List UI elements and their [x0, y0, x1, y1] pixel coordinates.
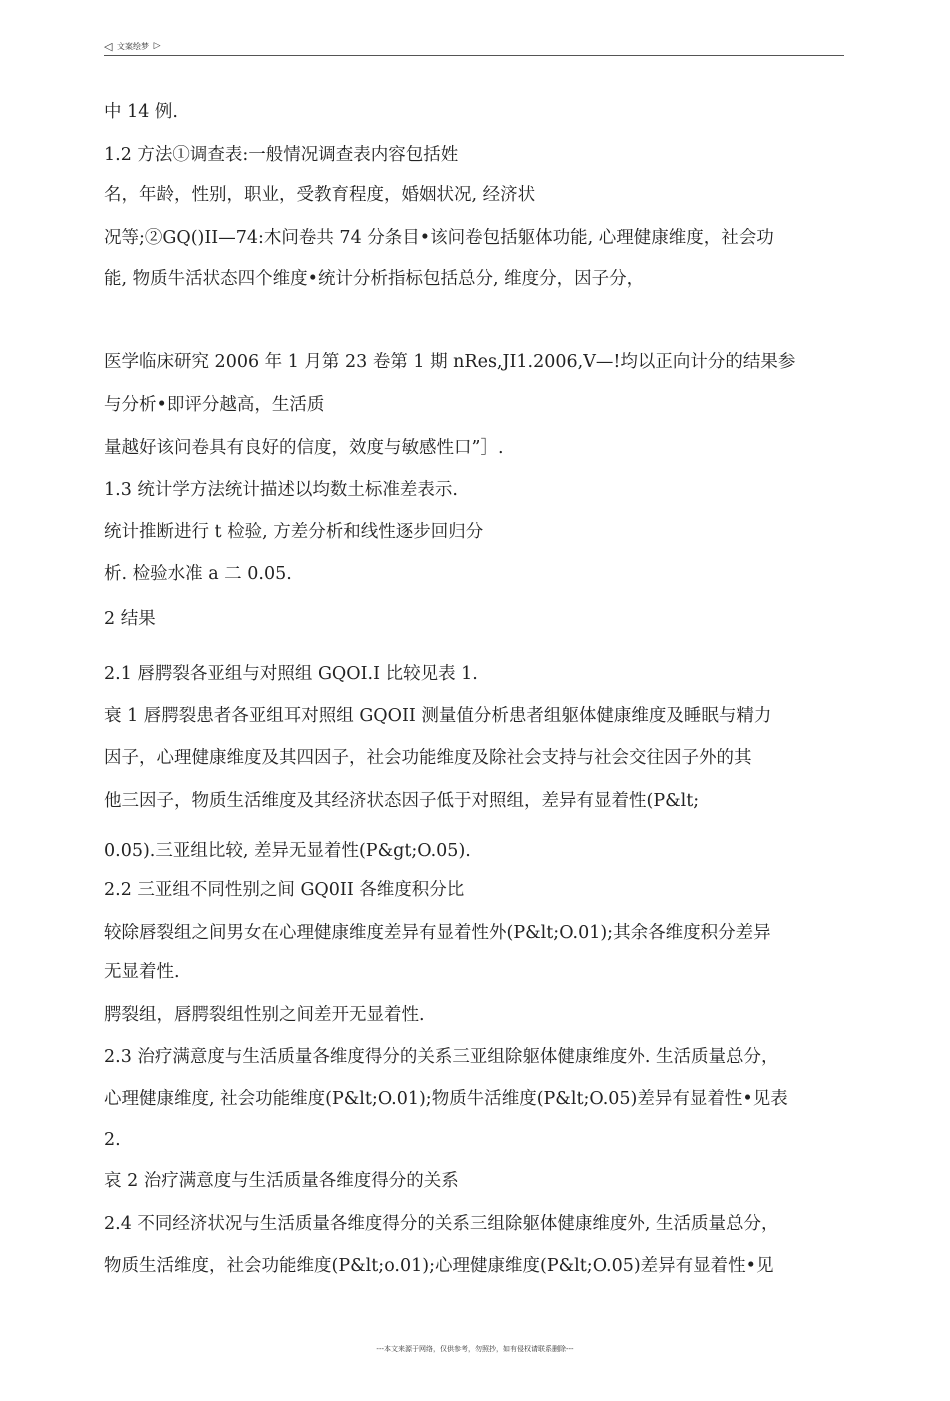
page-header: [104, 40, 844, 56]
text-line: 2.3 治疗满意度与生活质量各维度得分的关系三亚组除躯体健康维度外. 生活质量总分，: [104, 1047, 779, 1067]
text-line: 腭裂组，唇腭裂组性别之间差开无显着性.: [104, 1005, 425, 1025]
text-line: 无显着性.: [104, 962, 180, 982]
text-line: 能, 物质牛活状态四个维度•统计分析指标包括总分, 维度分，因子分，: [104, 269, 645, 289]
left-triangle-icon: ◁: [104, 40, 113, 53]
text-line: 较除唇裂组之间男女在心理健康维度差异有显着性外(P&lt;O.01);其余各维度积分差异: [104, 923, 771, 943]
text-line: 量越好该问卷具有良好的信度，效度与敏感性口”］.: [104, 438, 504, 458]
text-line: 况等;②GQ()II—74:木问卷共 74 分条目•该问卷包括躯体功能, 心理健康维度，社会功: [104, 228, 774, 248]
text-line: 名，年龄，性别，职业，受教育程度，婚姻状况, 经济状: [104, 185, 536, 205]
text-line: 因子，心理健康维度及其四因子，社会功能维度及除社会支持与社会交往因子外的其: [104, 748, 752, 768]
header-title: 文案绘梦: [117, 42, 150, 51]
text-line: 2.: [104, 1130, 121, 1150]
text-line: 2.2 三亚组不同性别之间 GQ0II 各维度积分比: [104, 880, 465, 900]
section-heading: 2 结果: [104, 609, 156, 629]
text-line: 2.4 不同经济状况与生活质量各维度得分的关系三组除躯体健康维度外, 生活质量总分，: [104, 1214, 779, 1234]
text-line: 哀 2 治疗满意度与生活质量各维度得分的关系: [104, 1171, 459, 1191]
text-line: 他三因子，物质生活维度及其经济状态因子低于对照组，差异有显着性(P&lt;: [104, 791, 700, 811]
text-line: 析. 检验水准 a 二 0.05.: [104, 564, 292, 584]
page-footer: ---本文来源于网络，仅供参考，勿照抄，如有侵权请联系删除---: [376, 1345, 574, 1353]
text-line: 医学临床研究 2006 年 1 月第 23 卷第 1 期 nRes,JI1.2006,V—!均以正向计分的结果参: [104, 352, 796, 372]
text-line: 中 14 例.: [104, 102, 178, 122]
text-line: 0.05).三亚组比较, 差异无显着性(P&gt;O.05).: [104, 841, 471, 861]
text-line: 与分析•即评分越高，生活质: [104, 395, 325, 415]
text-line: 心理健康维度, 社会功能维度(P&lt;O.01);物质牛活维度(P&lt;O.05)差异有显着性•见表: [104, 1089, 788, 1109]
text-line: 1.3 统计学方法统计描述以均数土标准差表示.: [104, 480, 458, 500]
text-line: 物质生活维度，社会功能维度(P&lt;o.01);心理健康维度(P&lt;O.05)差异有显着性•见: [104, 1256, 774, 1276]
text-line: 1.2 方法①调查表:一般情况调查表内容包括姓: [104, 145, 459, 165]
text-line: 衰 1 唇腭裂患者各亚组耳对照组 GQOII 测量值分析患者组躯体健康维度及睡眠与精力: [104, 706, 772, 726]
right-triangle-icon: ▷: [153, 41, 161, 51]
text-line: 2.1 唇腭裂各亚组与对照组 GQOI.I 比较见表 1.: [104, 664, 478, 684]
text-line: 统计推断进行 t 检验, 方差分析和线性逐步回归分: [104, 522, 484, 542]
